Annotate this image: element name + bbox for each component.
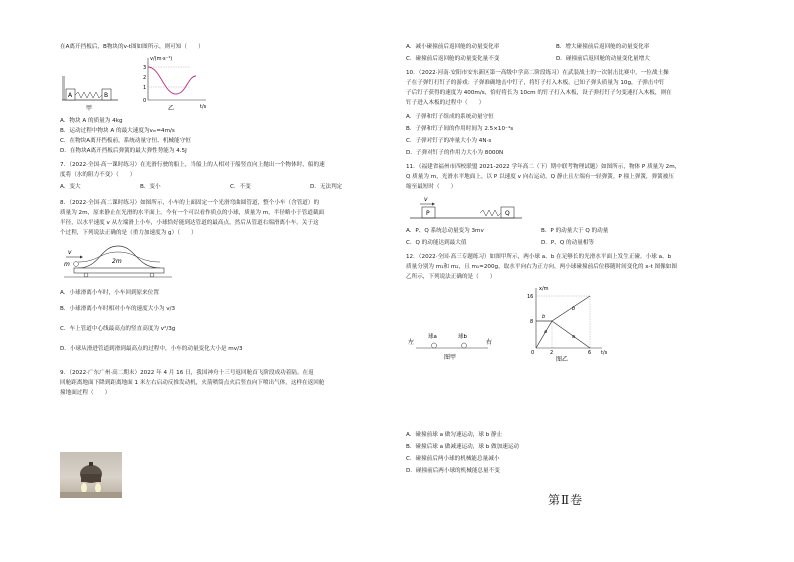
q10-line-2: 子在子弹钉打钉子的游戏：子弹准确地击中钉子，将钉子打入木板。已知子弹头质量为 10g，子弹击中钉 [406,80,665,86]
q6-option-c: C．在物块A离开挡板前，系统动量守恒、机械能守恒 [60,138,191,144]
q9-line-3: 撞地面过程（ ） [60,390,111,396]
q8-cart [74,268,164,273]
vt-tick-3: 3 [143,65,147,71]
q6-stem: 在A离开挡板后，B物块的v-t图如图所示，则可知（ ） [60,44,204,50]
q11-option-d: D．P、Q 的动量相等 [541,240,595,246]
q12-ball-b [462,343,467,348]
xt-origin: 0 [531,350,535,356]
q7-option-a: A．变大 [60,184,81,190]
xt-tick-2: 2 [550,350,554,356]
q9-option-c: C．碰撞前后返回舱的动量变化量不变 [406,56,500,62]
q8-ball [74,262,79,267]
vt-tick-2: 2 [143,75,147,81]
xt-a-label-2: a [572,334,576,340]
q11-line-2: Q 质量为 m，光滑水平地面上，以 P 以速度 v 向右运动，Q 静止且左端有一轻弹簧。P 撞上弹簧，弹簧被压 [406,174,674,180]
q11-block-p-label: P [426,210,430,217]
q10-line-4: 钉子进入木板的过程中（ ） [406,100,485,106]
xt-xlabel: t/s [601,350,608,356]
q8-wheel-left [84,273,88,277]
xt-b-label-1: b [542,314,546,320]
block-b-label: B [104,92,109,99]
q12-option-d: D．碰撞前后两小球的机械能总量不变 [406,468,500,474]
q8-option-b: B．小球滑离小车时相对小车的速度大小为 v/3 [60,306,176,312]
q11-spring [480,210,501,216]
q10-option-a: A．子弹和钉子组成的系统动量守恒 [406,114,494,120]
xt-tick-16: 16 [527,294,534,300]
q12-figure [406,284,626,364]
q11-option-c: C．Q 的动能达到最大值 [406,240,467,246]
q8-cart-mass-label: 2m [112,258,122,265]
xt-line-b-after [552,296,590,321]
q12-line-2: 质量分别为 m₁和 m₂，且 m₁=200g，取水平向右为正方向，两小球碰撞前后位移随时间变化的 x-t 图像如图 [406,264,677,270]
q8-line-2: 质量为 2m，原来静止在光滑的水平面上。今有一个可以看作质点的小球，质量为 m，半径略小于管道截面 [60,210,325,216]
q12-ball-a-label: 球a [428,334,437,340]
q8-wheel-right [150,273,154,277]
q12-line-3: 乙所示，下列说法正确的是（ ） [406,274,496,280]
q9-line-1: 9．（2022·广东广州·高二期末）2022 年 4 月 16 日，我国神舟十三号返回舱首飞阶段成功着陆。在返 [60,370,314,376]
capsule-photo [60,452,122,498]
xt-ylabel: x/m [539,286,549,292]
q12-right-label: 右 [486,339,493,346]
q8-line-1: 8．（2022·全国·高二课时练习）如图所示，小车的上面固定一个光滑弯曲圆管道，整个小车（含管道）的 [60,200,320,206]
spring [75,92,102,98]
vt-tick-0: 0 [143,98,147,104]
fig-yi-label: 乙 [168,105,175,112]
q12-fig-jia: 图甲 [444,354,457,361]
q9-option-d: D．碰撞前后返回舱的动量变化量增大 [556,56,650,62]
q11-line-1: 11．（福建省福州市四校联盟 2021-2022 学年高二（下）期中联考物理试题）如图所示，物体 P 质量为 2m， [406,164,681,170]
q12-fig-yi: 图乙 [556,356,569,363]
q10-option-b: B．子弹和钉子间的作用时间为 2.5×10⁻⁴s [406,126,514,132]
q9-option-b: B．增大碰撞前后返回舱的动量变化率 [556,44,650,50]
q12-option-c: C．碰撞前后两小球的机械能总量减小 [406,456,500,462]
q7-option-d: D．无法判定 [310,184,343,190]
q8-option-d: D．小球从滑进管道到滑到最高点的过程中，小车的动量变化大小是 mv/3 [60,346,243,352]
q8-option-c: C．车上管道中心线最高点的竖直高度为 v²/3g [60,326,176,332]
q8-option-a: A．小球滑离小车时，小车回到原来位置 [60,290,159,296]
q9-line-2: 回舱距离地面下降到距离地面 1 米左右启动反推发动机，火箭喷筒点火后竖直向下喷出气体，这样在返回舱 [60,380,325,386]
q12-option-b: B．碰撞后球 a 做减速运动，球 b 做加速运动 [406,444,520,450]
q10-option-c: C．子弹对钉子的冲量大小为 4N·s [406,138,492,144]
q9-option-a: A．减小碰撞前后返回舱的动量变化率 [406,44,500,50]
q8-m-label: m [64,261,70,268]
q8-line-4: 个过程，下列说法正确的是（重力加速度为 g）（ ） [60,230,197,236]
vt-xlabel: t/s [200,104,207,110]
q7-line-2: 度将（水的阻力不变）（ ） [60,172,136,178]
q12-left-label: 左 [408,339,415,346]
q6-option-d: D．在物块A离开挡板后弹簧的最大弹性势能为 4.5J [60,148,187,154]
xt-b-label-2: b [572,306,576,312]
q7-line-1: 7．（2022·全国·高一课时练习）在光滑行驶的船上，当船上的人相对于船竖直向上抛出一个物体时，船的速 [60,162,325,168]
q12-ball-b-label: 球b [458,334,467,340]
vt-curve [148,67,196,94]
xt-line-a-after [552,321,590,348]
q6-option-b: B．运动过程中物块 A 的最大速度为vₘ=4m/s [60,128,175,134]
q11-v-label: v [424,196,428,203]
q12-ball-a [432,343,437,348]
xt-a-label-1: a [544,329,548,335]
capsule-image [60,452,122,498]
q12-line-1: 12．（2022·全国·高三专题练习）如图甲所示，两小球 a、b 在足够长的光滑水平面上发生正碰。小球 a、b [406,254,672,260]
q6-figure [60,54,210,116]
xt-tick-8: 8 [530,319,534,325]
q7-option-b: B．变小 [140,184,161,190]
q12-option-a: A．碰撞前球 a 做匀速运动，球 b 静止 [406,432,503,438]
vt-ylabel: v/(m·s⁻¹) [150,56,173,62]
q7-option-c: C．不变 [230,184,251,190]
q11-option-b: B．P 的动量大于 Q 的动量 [541,228,609,234]
q10-line-3: 子后钉子获得的速度为 400m/s，恰好将长为 10cm 的钉子打入木板，设子弹打钉子匀变速打入木板，则在 [406,90,672,96]
q11-option-a: A．P、Q 系统总动量变为 3mv [406,228,484,234]
xt-tick-6: 6 [588,350,592,356]
fig-jia-label: 甲 [86,105,93,112]
section-heading: 第Ⅱ卷 [548,493,584,507]
wall [62,76,65,100]
q11-figure [406,194,526,226]
q11-arrow-head [432,203,435,206]
vt-tick-1: 1 [143,85,147,91]
q10-option-d: D．子弹对钉子的作用力大小为 8000N [406,150,504,156]
q11-line-3: 缩至最短时（ ） [406,184,457,190]
block-a-label: A [68,92,73,99]
q11-block-q-label: Q [505,210,510,217]
q8-figure [60,242,220,284]
q8-line-3: 半径，以水平速度 v 从左端滑上小车，小球恰好能到达管道的最高点，然后从管道右端滑离小车。关于这 [60,220,319,226]
q8-v-label: v [68,249,72,256]
q6-option-a: A．物块 A 的质量为 4kg [60,118,123,124]
q10-line-1: 10．（2022·河南·安阳市安东新区第一高级中学高二阶段练习）在武装战士的一次射击比赛中，一位战士操 [406,70,669,76]
q8-arrow-head [80,256,83,259]
